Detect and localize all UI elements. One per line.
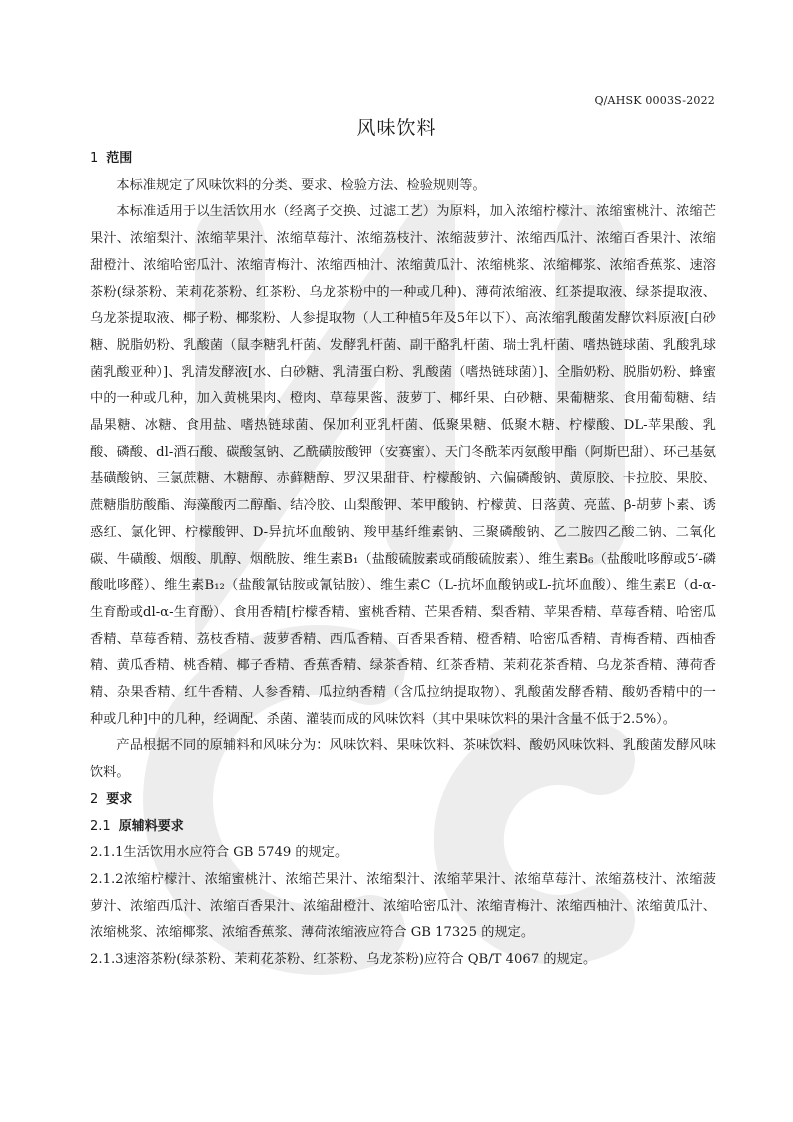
section-number: 2 [90,791,99,807]
scope-paragraph-2: 本标准适用于以生活饮用水（经离子交换、过滤工艺）为原料，加入浓缩柠檬汁、浓缩蜜桃汁、浓缩芒果汁、浓缩梨汁、浓缩苹果汁、浓缩草莓汁、浓缩荔枝汁、浓缩菠萝汁、浓缩西瓜汁、浓缩百香果汁、浓缩甜橙汁、浓缩哈密瓜汁、浓缩青梅汁、浓缩西柚汁、浓缩黄瓜汁、浓缩桃浆、浓缩椰浆、浓缩香蕉浆、速溶茶粉(绿茶粉、茉莉花茶粉、红茶粉、乌龙茶粉中的一种或几种)、薄荷浓缩液、红茶提取液、绿茶提取液、乌龙茶提取液、椰子粉、椰浆粉、人参提取物（人工种植5年及5年以下）、高浓缩乳酸菌发酵饮料原液[白砂糖、脱脂奶粉、乳酸菌（鼠李糖乳杆菌、发酵乳杆菌、副干酪乳杆菌、瑞士乳杆菌、嗜热链球菌、乳酸乳球菌乳酸亚种）]、乳清发酵液[水、白砂糖、乳清蛋白粉、乳酸菌（嗜热链球菌）]、全脂奶粉、脱脂奶粉、蜂蜜中的一种或几种，加入黄桃果肉、橙肉、草莓果酱、菠萝丁、椰纤果、白砂糖、果葡糖浆、食用葡萄糖、结晶果糖、冰糖、食用盐、嗜热链球菌、保加利亚乳杆菌、低聚果糖、低聚木糖、柠檬酸、DL-苹果酸、乳酸、磷酸、dl-酒石酸、碳酸氢钠、乙酰磺胺酸钾（安赛蜜）、天门冬酰苯丙氨酸甲酯（阿斯巴甜）、环己基氨基磺酸钠、三氯蔗糖、木糖醇、赤藓糖醇、罗汉果甜苷、柠檬酸钠、六偏磷酸钠、黄原胶、卡拉胶、果胶、蔗糖脂肪酸酯、海藻酸丙二醇酯、结冷胶、山梨酸钾、苯甲酸钠、柠檬黄、日落黄、亮蓝、β-胡萝卜素、诱惑红、氯化钾、柠檬酸钾、D-异抗坏血酸钠、羧甲基纤维素钠、三聚磷酸钠、乙二胺四乙酸二钠、二氧化碳、牛磺酸、烟酸、肌醇、烟酰胺、维生素B₁（盐酸硫胺素或硝酸硫胺素）、维生素B₆（盐酸吡哆醇或5′-磷酸吡哆醛）、维生素B₁₂（盐酸氰钴胺或氰钴胺）、维生素C（L-抗坏血酸钠或L-抗坏血酸）、维生素E（d-α-生育酚或dl-α-生育酚）、食用香精[柠檬香精、蜜桃香精、芒果香精、梨香精、苹果香精、草莓香精、哈密瓜香精、草莓香精、荔枝香精、菠萝香精、西瓜香精、百香果香精、橙香精、哈密瓜香精、青梅香精、西柚香精、黄瓜香精、桃香精、椰子香精、香蕉香精、绿茶香精、红茶香精、茉莉花茶香精、乌龙茶香精、薄荷香精、杂果香精、红牛香精、人参香精、瓜拉纳香精（含瓜拉纳提取物）、乳酸菌发酵香精、酸奶香精中的一种或几种]中的几种，经调配、杀菌、灌装而成的风味饮料（其中果味饮料的果汁含量不低于2.5%）。 [90,204,716,727]
section-2-1-heading [90,814,716,841]
scope-paragraph-3: 产品根据不同的原辅料和风味分为：风味饮料、果味饮料、茶味饮料、酸奶风味饮料、乳酸菌发酵风味饮料。 [90,738,716,781]
scope-paragraph-1: 本标准规定了风味饮料的分类、要求、检验方法、检验规则等。 [116,177,486,193]
section-title: 要求 [106,791,133,807]
section-title: 原辅料要求 [118,818,184,834]
section-title: 范围 [106,151,133,166]
document-body [90,146,716,974]
clause-2-1-1: 2.1.1生活饮用水应符合 GB 5749 的规定。 [90,845,349,861]
section-number: 1 [90,151,99,166]
clause-2-1-2: 2.1.2浓缩柠檬汁、浓缩蜜桃汁、浓缩芒果汁、浓缩梨汁、浓缩苹果汁、浓缩草莓汁、浓缩荔枝汁、浓缩菠萝汁、浓缩西瓜汁、浓缩百香果汁、浓缩甜橙汁、浓缩哈密瓜汁、浓缩青梅汁、浓缩西柚汁、浓缩黄瓜汁、浓缩桃浆、浓缩椰浆、浓缩香蕉浆、薄荷浓缩液应符合 GB 17325 的规定。 [90,871,716,941]
section-number: 2.1 [90,818,111,834]
standard-code: Q/AHSK 0003S-2022 [594,94,715,107]
section-1-heading [90,146,716,173]
section-2-heading [90,787,716,814]
clause-2-1-3: 2.1.3速溶茶粉(绿茶粉、茉莉花茶粉、红茶粉、乌龙茶粉)应符合 QB/T 4067 的规定。 [90,952,597,968]
document-title: 风味饮料 [356,117,437,139]
